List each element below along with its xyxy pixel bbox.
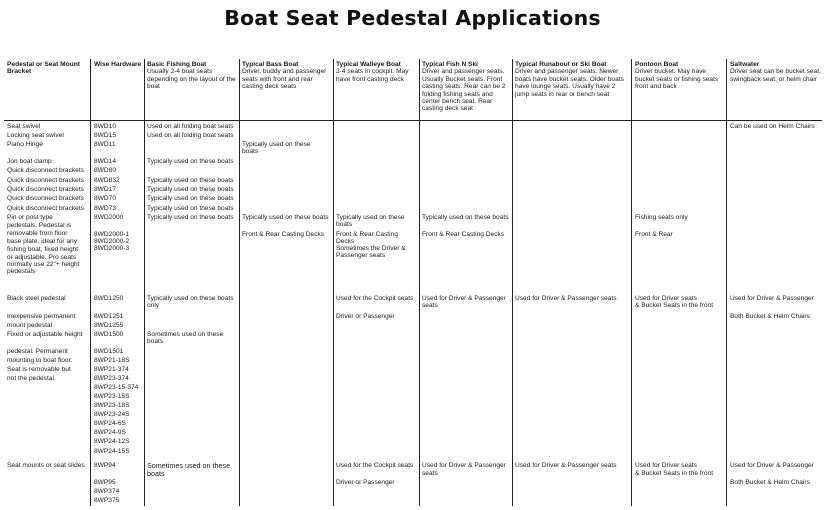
header-walleye: [336, 61, 418, 83]
hardware-cell: 8WP23-24S: [94, 411, 130, 418]
header-hardware: [94, 61, 142, 68]
hardware-cell: 8WP23-15S: [94, 393, 130, 400]
hardware-cell: 8WD1251: [94, 313, 124, 320]
header-title: Typical Walleye Boat: [336, 61, 401, 68]
basic-fishing-cell: Typically used on these boats: [147, 295, 234, 302]
header-pedestal: [7, 61, 89, 76]
hardware-cell: 8WD1500: [94, 331, 124, 338]
pedestal-cell: Quick disconnect brackets: [7, 205, 84, 212]
runabout-cell: Used for Driver & Passenger seats: [515, 295, 617, 302]
saltwater-cell: Used for Driver & Passenger: [730, 295, 814, 302]
hardware-cell: 8WD1250: [94, 295, 124, 302]
header-bass: [242, 61, 332, 91]
pedestal-cell: Pin or post type: [7, 214, 53, 221]
pedestal-cell: base plate, ideal for any: [7, 238, 78, 245]
fish-n-ski-cell: Used for Driver & Passenger: [422, 462, 506, 469]
header-title: Basic Fishing Boat: [147, 61, 207, 68]
hardware-cell: 8WD2000-3: [94, 245, 130, 252]
hardware-cell: 8WD15: [94, 132, 116, 139]
basic-fishing-cell: Typically used on these boats: [147, 214, 234, 221]
hardware-cell: 8WP24-6S: [94, 420, 126, 427]
walleye-cell: Decks: [336, 238, 355, 245]
header-title: Typical Fish N Ski: [422, 61, 478, 68]
pontoon-cell: Fishing seats only: [635, 214, 688, 221]
walleye-cell: Driver or Passenger: [336, 479, 395, 486]
column-divider: [631, 59, 632, 506]
pedestal-cell: pedestals. Pedestal is: [7, 222, 72, 229]
hardware-cell: 8WD1255: [94, 322, 124, 329]
fish-n-ski-cell: seats: [422, 302, 438, 309]
bass-cell: boats: [242, 148, 259, 155]
pontoon-cell: Used for Driver seats: [635, 462, 697, 469]
hardware-cell: 8WP24-12S: [94, 438, 130, 445]
pedestal-cell: Seat mounts or seat slides: [7, 462, 85, 469]
pedestal-cell: mount pedestal: [7, 322, 53, 329]
basic-fishing-cell: Sometimes used on these: [147, 461, 231, 470]
basic-fishing-cell: boats: [147, 338, 164, 345]
header-title: Saltwater: [730, 61, 760, 68]
hardware-cell: 8WD10: [94, 123, 116, 130]
saltwater-cell: Can be used on Helm Chairs: [730, 123, 815, 130]
pedestal-cell: fishing boat, fixed height: [7, 246, 79, 253]
basic-fishing-cell: Used on all folding boat seats: [147, 132, 234, 139]
hardware-cell: 8WD73: [94, 205, 116, 212]
column-divider: [144, 59, 145, 506]
header-title: Pedestal or Seat Mount Bracket: [7, 61, 80, 76]
column-divider: [512, 59, 513, 506]
pedestal-cell: Piano Hinge: [7, 141, 43, 148]
header-basic-fishing: [147, 61, 237, 91]
bass-cell: Typically used on these: [242, 141, 311, 148]
hardware-cell: 8WP23-18S: [94, 402, 130, 409]
hardware-cell: 8WP95: [94, 479, 116, 486]
fish-n-ski-cell: Front & Rear Casting Decks: [422, 231, 505, 238]
walleye-cell: Used for the Cockpit seats: [336, 462, 414, 469]
pontoon-cell: Front & Rear: [635, 231, 673, 238]
saltwater-cell: Used for Driver & Passenger: [730, 462, 814, 469]
hardware-cell: 8WD17: [94, 186, 116, 193]
column-divider: [419, 59, 420, 506]
walleye-cell: boats: [336, 221, 353, 228]
pedestal-cell: not the pedestal.: [7, 375, 56, 382]
pedestal-cell: or adjustable. Pro seats: [7, 254, 77, 261]
pedestal-cell: pedestal. Permanent: [7, 348, 68, 355]
hardware-cell: 8WP24-9S: [94, 429, 126, 436]
fish-n-ski-cell: seats: [422, 470, 438, 477]
pedestal-cell: Quick disconnect brackets: [7, 195, 84, 202]
hardware-cell: 8WP21-374: [94, 366, 129, 373]
basic-fishing-cell: boats: [147, 469, 165, 478]
pedestal-cell: normally use 22"+ height: [7, 261, 80, 268]
header-saltwater: [730, 61, 822, 83]
column-divider: [90, 59, 91, 506]
pedestal-cell: Quick disconnect brackets: [7, 186, 84, 193]
header-pontoon: [635, 61, 724, 91]
hardware-cell: 8WD2000: [94, 214, 124, 221]
pedestal-cell: Quick disconnect brackets: [7, 177, 84, 184]
header-description: Driver bucket. May have bucket seats or fishing seats front and back: [635, 68, 719, 91]
basic-fishing-cell: Used on all folding boat seats: [147, 123, 234, 130]
hardware-cell: 8WD70: [94, 195, 116, 202]
pedestal-cell: Black steel pedestal: [7, 295, 66, 302]
walleye-cell: Used for the Cockpit seats: [336, 295, 414, 302]
header-description: Driver and passenger seats. Usually Bucket seats. Front casting seats. Rear can be 2 folding fishing seats and center bench seat. Rear casting deck seat: [422, 68, 506, 113]
hardware-cell: 8WD2000-1: [94, 231, 130, 238]
bass-cell: Typically used on these boats: [242, 214, 329, 221]
page-title: Boat Seat Pedestal Applications: [224, 6, 601, 30]
hardware-cell: 8WP23-374: [94, 375, 129, 382]
hardware-cell: 8WP23-15-374: [94, 384, 139, 391]
header-title: Pontoon Boat: [635, 61, 679, 68]
pedestal-cell: Seat is removable but: [7, 366, 71, 373]
header-fish-n-ski: [422, 61, 511, 113]
pedestal-cell: Locking seat swivel: [7, 132, 64, 139]
hardware-cell: 8WP24-15S: [94, 448, 130, 455]
basic-fishing-cell: Typically used on these boats: [147, 205, 234, 212]
column-divider: [239, 59, 240, 506]
pontoon-cell: Used for Driver seats: [635, 295, 697, 302]
hardware-cell: 8WD832: [94, 177, 120, 184]
pontoon-cell: & Bucket Seats in the front: [635, 302, 714, 309]
walleye-cell: Driver or Passenger: [336, 313, 395, 320]
hardware-cell: 8WP94: [94, 462, 116, 469]
column-divider: [726, 59, 727, 506]
header-description: Driver, buddy and passenger seats with front and rear casting deck seats: [242, 68, 327, 91]
basic-fishing-cell: Typically used on these boats: [147, 186, 234, 193]
hardware-cell: 8WD80: [94, 167, 116, 174]
basic-fishing-cell: only: [147, 302, 160, 309]
bass-cell: Front & Rear Casting Decks: [242, 231, 325, 238]
hardware-cell: 8WD1501: [94, 348, 124, 355]
basic-fishing-cell: Typically used on these boats: [147, 195, 234, 202]
header-description: 2-4 seats in cockpit. May have front casting deck: [336, 68, 409, 83]
header-title: Typical Bass Boat: [242, 61, 299, 68]
runabout-cell: Used for Driver & Passenger seats: [515, 462, 617, 469]
header-description: Driver seat can be bucket seat, swingback seat, or helm chair: [730, 68, 821, 83]
saltwater-cell: Both Bucket & Helm Chairs: [730, 479, 810, 486]
pedestal-cell: pedestals: [7, 268, 36, 275]
fish-n-ski-cell: Typically used on these boats: [422, 214, 509, 221]
pontoon-cell: & Bucket Seats in the front: [635, 470, 714, 477]
header-title: Typical Runabout or Ski Boat: [515, 61, 607, 68]
pedestal-cell: mounting to boat floor.: [7, 357, 73, 364]
header-description: Usually 2-4 boat seats depending on the layout of the boat: [147, 68, 236, 91]
pedestal-cell: Jon boat clamp: [7, 158, 52, 165]
header-title: Wise Hardware: [94, 61, 142, 68]
column-divider: [333, 59, 334, 506]
header-description: Driver and passenger seats. Newer boats have bucket seats. Older boats have lounge seats. Usually have 2 jump seats in rear or bench seat: [515, 68, 624, 98]
saltwater-cell: Both Bucket & Helm Chairs: [730, 313, 810, 320]
hardware-cell: 8WP375: [94, 497, 120, 504]
basic-fishing-cell: Typically used on these boats: [147, 158, 234, 165]
header-divider: [4, 120, 822, 121]
pedestal-cell: Inexpensive permanent: [7, 313, 76, 320]
walleye-cell: Front & Rear Casting: [336, 231, 398, 238]
hardware-cell: 8WD14: [94, 158, 116, 165]
basic-fishing-cell: Typically used on these boats: [147, 177, 234, 184]
hardware-cell: 8WD11: [94, 141, 116, 148]
fish-n-ski-cell: Used for Driver & Passenger: [422, 295, 506, 302]
walleye-cell: Sometimes the Driver &: [336, 245, 406, 252]
hardware-cell: 8WP21-18S: [94, 357, 130, 364]
walleye-cell: Typically used on these: [336, 214, 405, 221]
basic-fishing-cell: Sometimes used on these: [147, 331, 224, 338]
walleye-cell: Passenger seats: [336, 252, 386, 259]
hardware-cell: 8WD2000-2: [94, 238, 130, 245]
pedestal-cell: removable from floor: [7, 230, 68, 237]
pedestal-cell: Fixed or adjustable height: [7, 331, 83, 338]
hardware-cell: 8WP374: [94, 488, 120, 495]
pedestal-cell: Seat swivel: [7, 123, 41, 130]
pedestal-cell: Quick disconnect brackets: [7, 167, 84, 174]
header-runabout: [515, 61, 630, 98]
